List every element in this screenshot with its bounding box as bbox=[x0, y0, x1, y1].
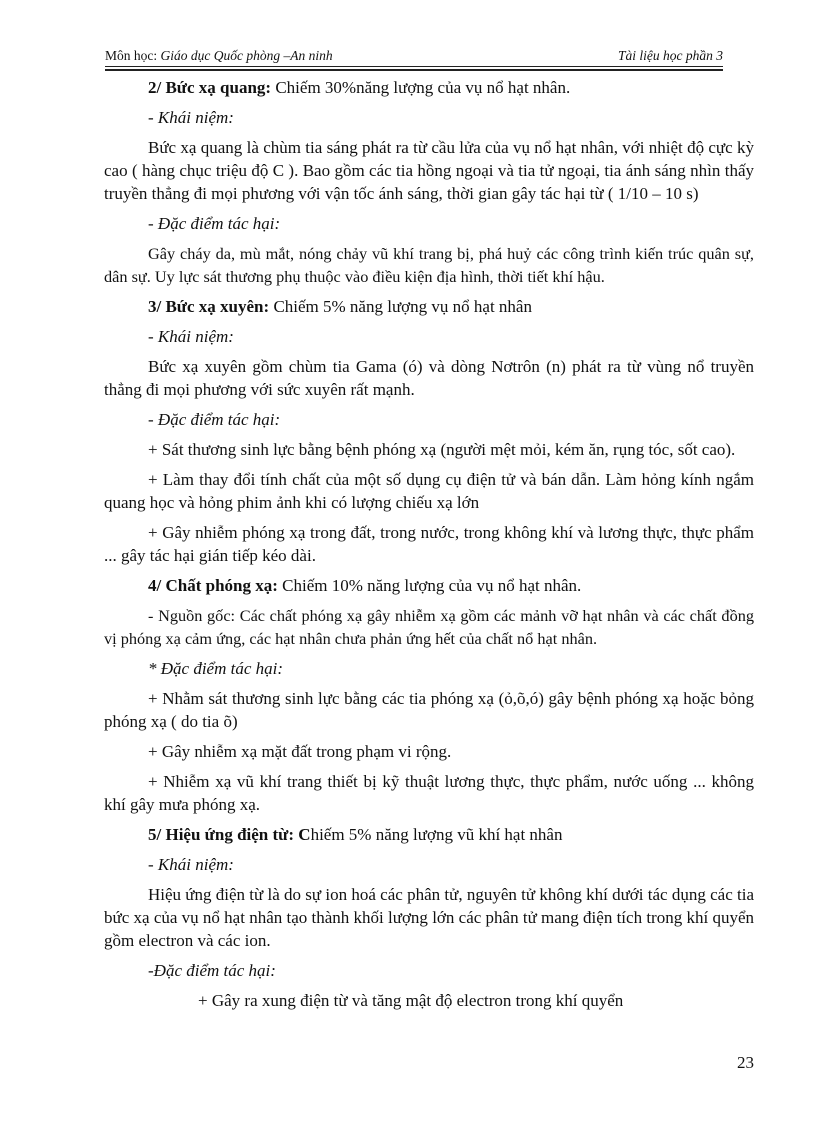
s3-harm-item-3: + Gây nhiễm phóng xạ trong đất, trong nước, trong không khí và lương thực, thực phẩm ... gây tác hại gián tiếp kéo dài. bbox=[104, 523, 754, 565]
s5-harm-label: -Đặc điểm tác hại: bbox=[148, 961, 276, 980]
s3-harm-item-1: + Sát thương sinh lực bằng bệnh phóng xạ (người mệt mỏi, kém ăn, rụng tóc, sốt cao). bbox=[148, 440, 736, 459]
page-number: 23 bbox=[737, 1053, 754, 1072]
document-body bbox=[104, 76, 754, 1019]
s5-concept-text: Hiệu ứng điện từ là do sự ion hoá các phân tử, nguyên tử không khí dưới tác dụng các tia bức xạ của vụ nổ hạt nhân tạo thành khối lượng lớn các phân tử mang điện tích trong khí quyển gồm electron và các ion. bbox=[104, 885, 754, 950]
section-5-title: 5/ Hiệu ứng điện từ: C bbox=[148, 825, 311, 844]
s4-harm-item-3: + Nhiễm xạ vũ khí trang thiết bị kỹ thuật lương thực, thực phẩm, nước uống ... không khí gây mưa phóng xạ. bbox=[104, 772, 754, 814]
section-4-title: 4/ Chất phóng xạ: bbox=[148, 576, 278, 595]
section-2-heading bbox=[104, 76, 754, 99]
page-header bbox=[105, 44, 723, 66]
section-2-desc: Chiếm 30%năng lượng của vụ nổ hạt nhân. bbox=[271, 78, 571, 97]
section-4-desc: Chiếm 10% năng lượng của vụ nổ hạt nhân. bbox=[277, 576, 582, 595]
header-rule-thick bbox=[105, 69, 723, 71]
s2-concept-text: Bức xạ quang là chùm tia sáng phát ra từ cầu lửa của vụ nổ hạt nhân, với nhiệt độ cực kỳ cao ( hàng chục triệu độ C ). Bao gồm các tia hồng ngoại và tia tử ngoại, tia ánh sáng nhìn thấy truyền thẳng đi mọi phương với vận tốc ánh sáng, thời gian gây tác hại từ ( 1/10 – 10 s) bbox=[104, 138, 754, 203]
course-label bbox=[105, 48, 333, 64]
s3-harm-label: - Đặc điểm tác hại: bbox=[148, 410, 281, 429]
section-3-desc: Chiếm 5% năng lượng vụ nổ hạt nhân bbox=[269, 297, 532, 316]
s5-harm-item-1: + Gây ra xung điện từ và tăng mật độ electron trong khí quyển bbox=[198, 991, 624, 1010]
s4-harm-item-1: + Nhằm sát thương sinh lực bằng các tia phóng xạ (ỏ,õ,ó) gây bệnh phóng xạ hoặc bỏng phóng xạ ( do tia õ) bbox=[104, 689, 754, 731]
section-4-heading bbox=[104, 574, 754, 597]
s3-concept-text: Bức xạ xuyên gồm chùm tia Gama (ó) và dòng Nơtrôn (n) phát ra từ vùng nổ truyền thẳng đi mọi phương với sức xuyên rất mạnh. bbox=[104, 357, 754, 399]
section-5-desc: hiếm 5% năng lượng vũ khí hạt nhân bbox=[310, 825, 563, 844]
header-rule-thin bbox=[105, 66, 723, 67]
s5-concept-label: - Khái niệm: bbox=[148, 855, 234, 874]
s4-harm-item-2: + Gây nhiễm xạ mặt đất trong phạm vi rộng. bbox=[148, 742, 452, 761]
s2-concept-label: - Khái niệm: bbox=[148, 108, 234, 127]
s3-harm-item-2: + Làm thay đổi tính chất của một số dụng cụ điện tử và bán dẫn. Làm hỏng kính ngắm quang học và hỏng phim ảnh khi có lượng chiếu xạ lớn bbox=[104, 470, 754, 512]
course-prefix: Môn học: bbox=[105, 48, 161, 63]
course-name: Giáo dục Quốc phòng –An ninh bbox=[160, 48, 333, 63]
section-5-heading bbox=[104, 823, 754, 846]
section-3-heading bbox=[104, 295, 754, 318]
s4-harm-label: * Đặc điểm tác hại: bbox=[148, 659, 284, 678]
section-2-title: 2/ Bức xạ quang: bbox=[148, 78, 272, 97]
s2-harm-text: Gây cháy da, mù mắt, nóng chảy vũ khí trang bị, phá huỷ các công trình kiến trúc quân sự, dân sự. Uy lực sát thương phụ thuộc vào điều kiện địa hình, thời tiết khí hậu. bbox=[104, 244, 754, 286]
s3-concept-label: - Khái niệm: bbox=[148, 327, 234, 346]
s2-harm-label: - Đặc điểm tác hại: bbox=[148, 214, 281, 233]
section-3-title: 3/ Bức xạ xuyên: bbox=[148, 297, 270, 316]
s4-origin-text: - Nguồn gốc: Các chất phóng xạ gây nhiễm xạ gồm các mảnh vỡ hạt nhân và các chất đồng vị phóng xạ cảm ứng, các hạt nhân chưa phản ứng hết của chất nổ hạt nhân. bbox=[104, 606, 754, 648]
material-label: Tài liệu học phần 3 bbox=[618, 48, 723, 63]
